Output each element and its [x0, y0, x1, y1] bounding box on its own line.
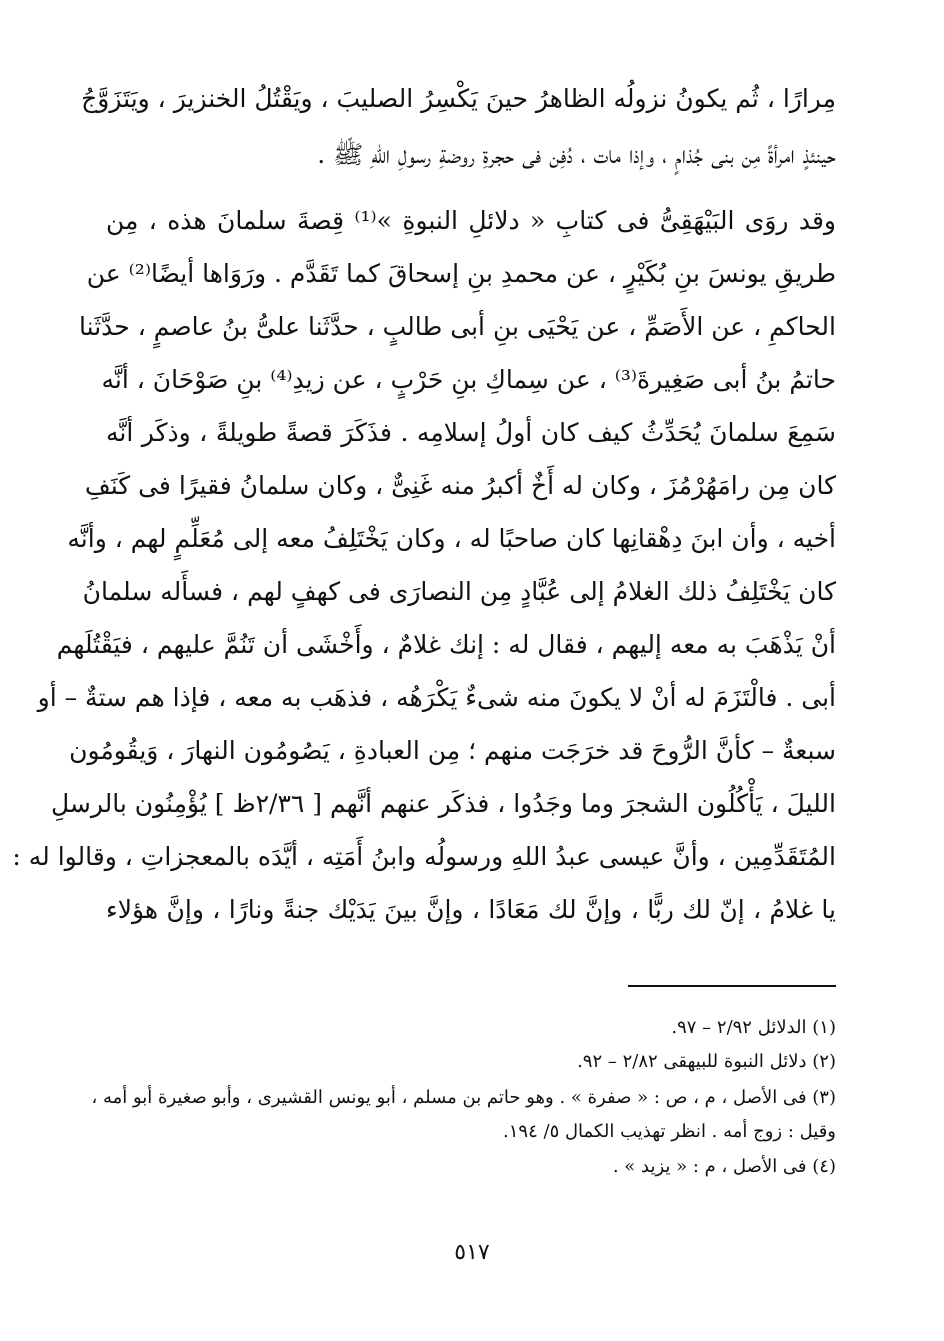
footnote-separator: [628, 985, 836, 987]
footnote-3-continued: وقيل : زوج أمه . انظر تهذيب الكمال ٥/ ١٩٤.: [503, 1121, 836, 1142]
body-line-12: أبى . فالْتَزَمَ له أنْ لا يكونَ منه شىءٌ يَكْرَهُه ، فذهَب به معه ، فإذا هم ستةٌ – أو: [37, 683, 836, 712]
body-line-6: حاتمُ بنُ أبى صَغِيرةَ⁽³⁾ ، عن سِماكِ بنِ حَرْبٍ ، عن زيدِ⁽⁴⁾ بنِ صَوْحَانَ ، أنَّه: [101, 365, 836, 394]
body-line-13: سبعةٌ – كأنَّ الرُّوحَ قد خرَجَت منهم ؛ مِن العبادةِ ، يَصُومُون النهارَ ، وَيقُومُون: [69, 736, 836, 765]
body-line-3: وقد روَى البَيْهَقِىُّ فى كتابِ « دلائلِ النبوةِ »⁽¹⁾ قِصةَ سلمانَ هذه ، مِن: [106, 206, 836, 235]
footnote-3: (٣) فى الأصل ، م ، ص : « صفرة » . وهو حاتم بن مسلم ، أبو يونس القشيرى ، وأبو صغيرة أبو أمه ،: [91, 1087, 836, 1108]
body-line-7: سَمِعَ سلمانَ يُحَدِّثُ كيف كان أولُ إسلامِه . فذَكَرَ قصةً طويلةً ، وذكَر أنَّه: [106, 418, 836, 447]
body-line-16: يا غلامُ ، إنّ لك ربًّا ، وإنَّ لك مَعَادًا ، وإنَّ بينَ يَدَيْك جنةً ونارًا ، وإنَّ هؤلاء: [106, 895, 836, 924]
body-line-11: أنْ يَذْهَبَ به معه إليهم ، فقال له : إنك غلامٌ ، وأَخْشَى أن تَنُمَّ عليهم ، فيَقْتُلَهم: [56, 630, 836, 659]
body-line-9: أخيه ، وأن ابنَ دِهْقانِها كان صاحبًا له ، وكان يَخْتَلِفُ معه إلى مُعَلِّمٍ لهم ، وأنَّه: [67, 524, 836, 553]
page-number: ٥١٧: [454, 1240, 490, 1265]
body-line-5: الحاكمِ ، عن الأَصَمِّ ، عن يَحْيَى بنِ أبى طالبٍ ، حدَّثَنا علىُّ بنُ عاصمٍ ، حدَّثَنا: [79, 312, 836, 341]
body-line-15: المُتَقَدِّمِين ، وأنَّ عيسى عبدُ اللهِ ورسولُه وابنُ أَمَتِه ، أيَّدَه بالمعجزاتِ ، وقالوا له :: [12, 842, 836, 871]
body-line-2: حينئذٍ امرأةً مِن بنى جُذامٍ ، وإذا مات ، دُفِن فى حجرةِ روضةِ رسولِ اللهِ ﷺ .: [317, 140, 836, 169]
body-line-4: طريقِ يونسَ بنِ بُكَيْرٍ ، عن محمدِ بنِ إسحاقَ كما تَقَدَّم . ورَوَاها أيضًا⁽²⁾ عن: [86, 259, 836, 288]
footnote-2: (٢) دلائل النبوة للبيهقى ٢/٨٢ – ٩٢.: [577, 1051, 836, 1072]
body-line-14: الليلَ ، يَأْكُلُون الشجرَ وما وجَدُوا ، فذكَر عنهم أنَّهم [ ٢/٣٦ظ ] يُؤْمِنُون بالرسلِ: [50, 789, 836, 818]
footnote-4: (٤) فى الأصل ، م : « يزيد » .: [612, 1156, 836, 1177]
body-line-10: كان يَخْتَلِفُ ذلك الغلامُ إلى عُبَّادٍ مِن النصارَى فى كهفٍ لهم ، فسأَله سلمانُ: [82, 577, 836, 606]
body-line-8: كان مِن رامَهُرْمُزَ ، وكان له أَخٌ أكبرُ منه غَنِىٌّ ، وكان سلمانُ فقيرًا فى كَنَفِ: [84, 471, 836, 500]
body-line-1: مِرارًا ، ثُم يكونُ نزولُه الظاهرُ حينَ يَكْسِرُ الصليبَ ، ويَقْتُلُ الخنزيرَ ، ويَتَزَوَّجُ: [81, 84, 836, 113]
footnote-1: (١) الدلائل ٢/٩٢ – ٩٧.: [671, 1017, 836, 1038]
